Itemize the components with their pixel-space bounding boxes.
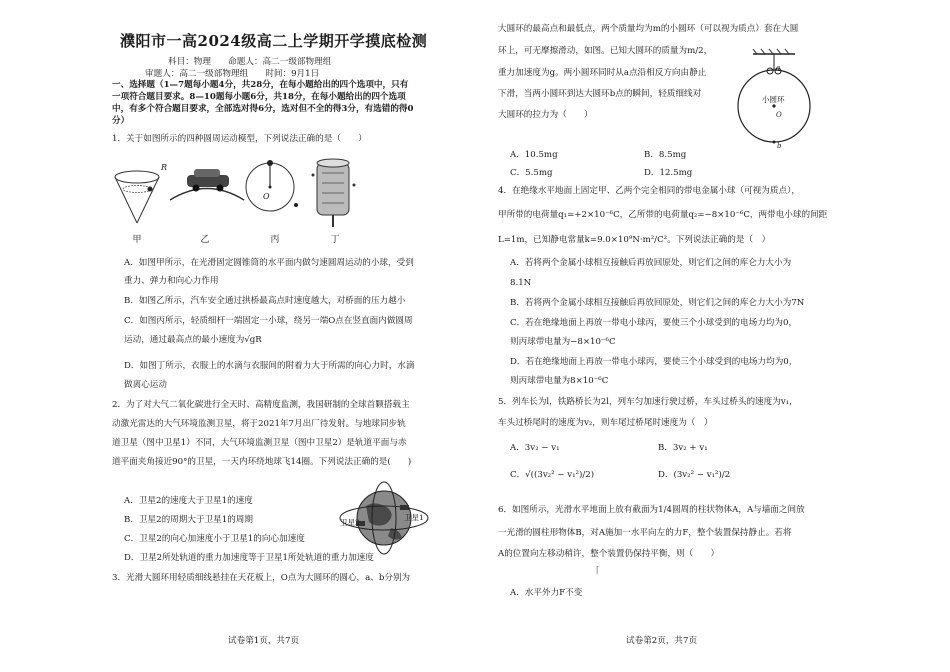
q3-stem-line1: 3．光滑大圆环用轻质细线悬挂在天花板上，O点为大圆环的圆心，a、b分别为: [112, 573, 411, 583]
q1-option-D-line2: 做离心运动: [124, 380, 167, 390]
figure-small-ring-label: 小圆环: [762, 95, 785, 104]
section-instructions-line1: 一、选择题（1—7题每小题4分，共28分，在每小题给出的四个选项中，只有: [112, 80, 409, 90]
q1-option-B: B．如图乙所示，汽车安全通过拱桥最高点时速度越大，对桥面的压力越小: [124, 296, 406, 306]
q5-option-D: D．(3v₂² − v₁²)/2: [658, 470, 731, 480]
q3-cont-line3: 重力加速度为g。两小圆环同时从a点沿相反方向由静止: [498, 68, 707, 78]
q5-stem-line2: 车头过桥尾时的速度为v₂，则车尾过桥尾时速度为（ ）: [498, 418, 713, 428]
question-1-stem: 1．关于如图所示的四种圆周运动模型，下列说法正确的是（ ）: [112, 134, 367, 144]
q1-option-C-line2: 运动，通过最高点的最小速度为√gR: [124, 335, 262, 345]
q3-cont-line1: 大圆环的最高点和最低点，两个质量均为m的小圆环（可以视为质点）套在大圆: [498, 24, 799, 34]
q2-option-B: B．卫星2的周期大于卫星1的周期: [124, 515, 253, 525]
figure-point-b: b: [777, 142, 782, 150]
q4-option-A-line2: 8.1N: [510, 278, 532, 288]
q4-option-A-line1: A．若将两个金属小球相互接触后再放回原处，则它们之间的库仑力大小为: [510, 258, 792, 268]
q3-option-A: A．10.5mg: [510, 150, 558, 160]
exam-meta-subject: 科目：物理 命题人：高二一级部物理组: [168, 57, 332, 67]
exam-title: 濮阳市一高2024级高二上学期开学摸底检测: [120, 32, 428, 50]
q4-stem-line2: 甲所带的电荷量q₁=+2×10⁻⁶C，乙所带的电荷量q₂=−8×10⁻⁶C，两带电小球的间距: [498, 210, 828, 220]
q5-option-A: A．3v₂ − v₁: [510, 443, 560, 453]
q1-option-D-line1: D．如图丁所示，衣服上的水滴与衣服间的附着力大于所需的向心力时，水滴: [124, 361, 415, 371]
q6-stem-line3: A的位置向左移动稍许，整个装置仍保持平衡，则（ ）: [498, 549, 720, 559]
figure-point-a: a: [776, 64, 781, 72]
figure-caption-bing: 丙: [270, 235, 280, 245]
q3-cont-line5: 大圆环的拉力为（ ）: [498, 110, 593, 120]
figure-label-O: O: [263, 192, 270, 201]
q6-stem-line1: 6．如图所示，光滑水平地面上放有截面为1/4圆周的柱状物体A，A与墙面之间放: [498, 505, 805, 515]
q5-option-B: B．3v₂ + v₁: [658, 443, 708, 453]
section-instructions-line3: 中，有多个符合题目要求，全部选对得6分，选对但不全的得3分，有选错的得0: [112, 104, 414, 114]
q4-stem-line3: L=1m，已知静电常量k=9.0×10⁹N·m²/C²。下列说法正确的是（ ）: [498, 235, 771, 245]
figure-caption-ding: 丁: [330, 235, 340, 245]
q3-cont-line4: 下滑，当两小圆环到达大圆环b点的瞬间，轻质细线对: [498, 89, 702, 99]
q2-stem-line2: 动激光雷达的大气环境监测卫星，将于2021年7月出厂待发射。与地球同步轨: [112, 419, 406, 429]
q2-option-A: A．卫星2的速度大于卫星1的速度: [124, 496, 253, 506]
q1-option-C-line1: C．如图丙所示，轻质细杆一端固定一小球，绕另一端O点在竖直面内做圆周: [124, 316, 413, 326]
q4-option-C-line2: 则丙球带电量为−8×10⁻⁶C: [510, 337, 616, 347]
q6-option-A: A．水平外力F不变: [510, 588, 583, 598]
figure-circular-motion-models: [112, 155, 372, 240]
cone-figure: [115, 171, 159, 223]
q6-stem-line2: 一光滑的圆柱形物体B，对A施加一水平向左的力F，整个装置保持静止。若将: [498, 528, 792, 538]
q4-option-D-line2: 则丙球带电量为8×10⁻⁶C: [510, 376, 609, 386]
spin-dryer-figure: [312, 159, 356, 227]
page-footer-right: 试卷第2页，共7页: [626, 636, 698, 646]
scan-mark: ⌈: [596, 566, 600, 576]
satellite-2-label: 卫星2: [340, 518, 360, 527]
q2-stem-line1: 2．为了对大气二氧化碳进行全天时、高精度监测，我国研制的全球首颗搭载主: [112, 400, 410, 410]
q1-option-A-line2: 重力、弹力和向心力作用: [124, 276, 219, 286]
section-instructions-line2: 一项符合题目要求。8—10题每小题6分，共18分，在每小题给出的四个选项: [112, 92, 406, 102]
q3-option-C: C．5.5mg: [510, 168, 553, 178]
q4-option-B: B．若将两个金属小球相互接触后再放回原处，则它们之间的库仑力大小为7N: [510, 298, 805, 308]
q4-stem-line1: 4．在绝缘水平地面上固定甲、乙两个完全相同的带电金属小球（可视为质点），: [498, 186, 800, 196]
q2-option-D: D．卫星2所处轨道的重力加速度等于卫星1所处轨道的重力加速度: [124, 553, 374, 563]
figure-caption-jia: 甲: [132, 235, 142, 245]
q2-option-C: C．卫星2的向心加速度小于卫星1的向心加速度: [124, 534, 305, 544]
section-instructions-line4: 分）: [112, 116, 130, 126]
q5-option-C: C．√((3v₂² − v₁²)/2): [510, 470, 595, 480]
q3-option-B: B．8.5mg: [644, 150, 687, 160]
q3-cont-line2: 环上，可无摩擦滑动，如图。已知大圆环的质量为m/2，: [498, 46, 713, 56]
page-footer-left: 试卷第1页，共7页: [228, 636, 300, 646]
q4-option-D-line1: D．若在绝缘地面上再放一带电小球丙，要使三个小球受到的电场力均为0，: [510, 357, 798, 367]
figure-label-R: R: [161, 163, 168, 172]
car-bridge-figure: [170, 169, 244, 200]
left-page: [0, 0, 468, 672]
figure-caption-yi: 乙: [200, 235, 210, 245]
exam-meta-reviewer: 审题人：高二一级部物理组 时间：9月1日: [145, 69, 320, 79]
satellite-1-label: 卫星1: [404, 513, 424, 522]
q4-option-C-line1: C．若在绝缘地面上再放一带电小球丙，要使三个小球受到的电场力均为0，: [510, 318, 798, 328]
figure-center-O: O: [776, 111, 782, 119]
q2-stem-line4: 道平面夹角接近90°的卫星，一天内环绕地球飞14圈。下列说法正确的是( ): [112, 457, 412, 467]
rod-circle-figure: [246, 160, 298, 211]
q2-stem-line3: 道卫星（图中卫星1）不同，大气环境监测卫星（图中卫星2）是轨道平面与赤: [112, 438, 407, 448]
right-page: [478, 0, 950, 672]
q5-stem-line1: 5．列车长为l，铁路桥长为2l，列车匀加速行驶过桥，车头过桥头的速度为v₁，: [498, 397, 798, 407]
q3-option-D: D．12.5mg: [644, 168, 693, 178]
q1-option-A-line1: A．如图甲所示，在光滑固定圆锥筒的水平面内做匀速圆周运动的小球，受到: [124, 258, 414, 268]
